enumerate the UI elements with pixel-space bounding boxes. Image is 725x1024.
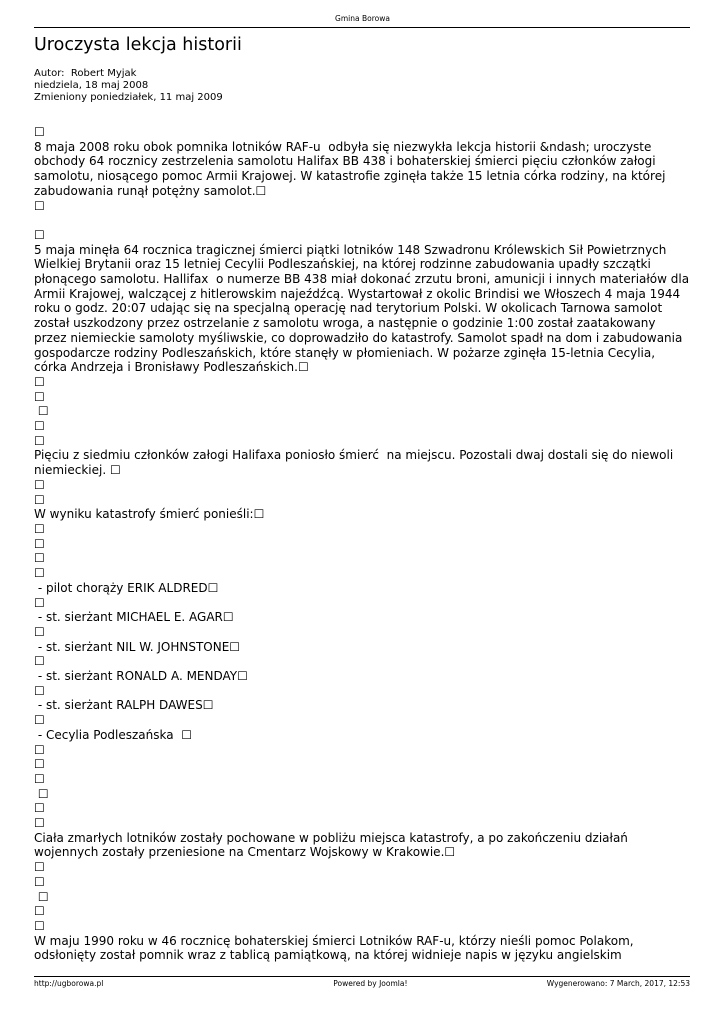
placeholder-glyph-line: ☐ — [34, 874, 45, 889]
article-paragraph: - pilot chorąży ERIK ALDRED☐ — [34, 580, 219, 595]
page-footer — [34, 976, 690, 988]
placeholder-glyph-line: ☐ — [34, 624, 45, 639]
placeholder-glyph-line: ☐ — [34, 904, 45, 919]
article-meta — [34, 68, 223, 104]
placeholder-glyph-line: ☐ — [34, 551, 45, 566]
article-paragraph — [34, 213, 690, 228]
placeholder-glyph-line: ☐ — [34, 889, 49, 904]
placeholder-glyph-line: ☐ — [34, 536, 45, 551]
placeholder-glyph-line: ☐ — [34, 595, 45, 610]
placeholder-glyph-line: ☐ — [34, 713, 45, 728]
article-paragraph: - Cecylia Podleszańska ☐ — [34, 727, 192, 742]
placeholder-glyph-line: ☐ — [34, 419, 45, 434]
placeholder-glyph-line: ☐ — [34, 125, 45, 139]
placeholder-glyph-line: ☐ — [34, 757, 45, 772]
placeholder-glyph-line: ☐ — [34, 404, 49, 419]
article-paragraph: - st. sierżant MICHAEL E. AGAR☐ — [34, 610, 234, 625]
placeholder-glyph-line: ☐ — [34, 492, 45, 507]
article-paragraph: - st. sierżant RALPH DAWES☐ — [34, 698, 214, 713]
placeholder-glyph-line: ☐ — [34, 433, 45, 448]
article-paragraph: 5 maja minęła 64 rocznica tragicznej śmierci piątki lotników 148 Szwadronu Królewskich Sił Powietrznych Wielkiej Brytanii oraz 15 letniej Cecylii Podleszańskiej, na której rodzinne zabudowania upadły szczątki płonącego samolotu. Hallifax o numerze BB 438 miał dokonać zrzutu broni, amunicji i innych materiałów dla Armii Krajowej, walczącej z hitlerowskim najeźdźcą. Wystartował z okolic Brindisi we Włoszech 4 maja 1944 roku o godz. 20:07 udając się na specjalną operację nad terytorium Polski. W okolicach Tarnowa samolot został uszkodzony przez ostrzelanie z samolotu wroga, a następnie o godzinie 1:00 został zaatakowany przez niemieckie samoloty myśliwskie, co doprowadziło do katastrofy. Samolot spadł na dom i zabudowania gospodarcze rodziny Podleszańskich, które stanęły w płomieniach. W pożarze zginęła 15-letnia Cecylia, córka Andrzeja i Bronisławy Podleszańskich.☐ — [34, 242, 697, 375]
placeholder-glyph-line: ☐ — [34, 654, 45, 669]
footer-divider — [34, 976, 690, 977]
footer-powered-by: Powered by Joomla! — [333, 979, 408, 988]
article-title: Uroczysta lekcja historii — [34, 35, 242, 55]
placeholder-glyph-line: ☐ — [34, 816, 45, 831]
site-name-header: Gmina Borowa — [335, 14, 390, 23]
placeholder-glyph-line: ☐ — [34, 521, 45, 536]
article-paragraph: Ciała zmarłych lotników zostały pochowane w pobliżu miejsca katastrofy, a po zakończeniu działań wojennych zostały przeniesione na Cmentarz Wojskowy w Krakowie.☐ — [34, 830, 632, 860]
article-paragraph: - st. sierżant RONALD A. MENDAY☐ — [34, 669, 248, 684]
placeholder-glyph-line: ☐ — [34, 683, 45, 698]
article-body — [34, 125, 697, 963]
article-paragraph: Pięciu z siedmiu członków załogi Halifaxa poniosło śmierć na miejscu. Pozostali dwaj dostali się do niewoli niemieckiej. ☐ — [34, 448, 678, 478]
placeholder-glyph-line: ☐ — [34, 477, 45, 492]
placeholder-glyph-line: ☐ — [34, 566, 45, 581]
article-paragraph: 8 maja 2008 roku obok pomnika lotników RAF-u odbyła się niezwykła lekcja historii &ndash; uroczyste obchody 64 rocznicy zestrzelenia samolotu Halifax BB 438 i bohaterskiej śmierci pięciu członków załogi samolotu, niosącego pomoc Armii Krajowej. W katastrofie zginęła także 15 letnia córka rodziny, na której zabudowania runął potężny samolot.☐ — [34, 139, 670, 198]
modified-date: Zmieniony poniedziałek, 11 maj 2009 — [34, 92, 223, 103]
footer-generated-date: Wygenerowano: 7 March, 2017, 12:53 — [546, 979, 690, 988]
placeholder-glyph-line: ☐ — [34, 227, 45, 242]
placeholder-glyph-line: ☐ — [34, 742, 45, 757]
placeholder-glyph-line: ☐ — [34, 786, 49, 801]
placeholder-glyph-line: ☐ — [34, 198, 45, 213]
placeholder-glyph-line: ☐ — [34, 801, 45, 816]
placeholder-glyph-line: ☐ — [34, 374, 45, 389]
placeholder-glyph-line: ☐ — [34, 860, 45, 875]
article-paragraph: W wyniku katastrofy śmierć ponieśli:☐ — [34, 507, 265, 522]
article-paragraph: - st. sierżant NIL W. JOHNSTONE☐ — [34, 639, 241, 654]
placeholder-glyph-line: ☐ — [34, 918, 45, 933]
created-date: niedziela, 18 maj 2008 — [34, 80, 149, 91]
author-line: Autor: Robert Myjak — [34, 68, 137, 79]
article-paragraph: W maju 1990 roku w 46 rocznicę bohaterskiej śmierci Lotników RAF-u, którzy nieśli pomoc Polakom, odsłonięty został pomnik wraz z tablicą pamiątkową, na której widnieje napis w języku angielskim — [34, 933, 638, 963]
placeholder-glyph-line: ☐ — [34, 771, 45, 786]
placeholder-glyph-line: ☐ — [34, 389, 45, 404]
footer-site-url: http://ugborowa.pl — [34, 979, 104, 988]
header-divider — [34, 27, 690, 28]
